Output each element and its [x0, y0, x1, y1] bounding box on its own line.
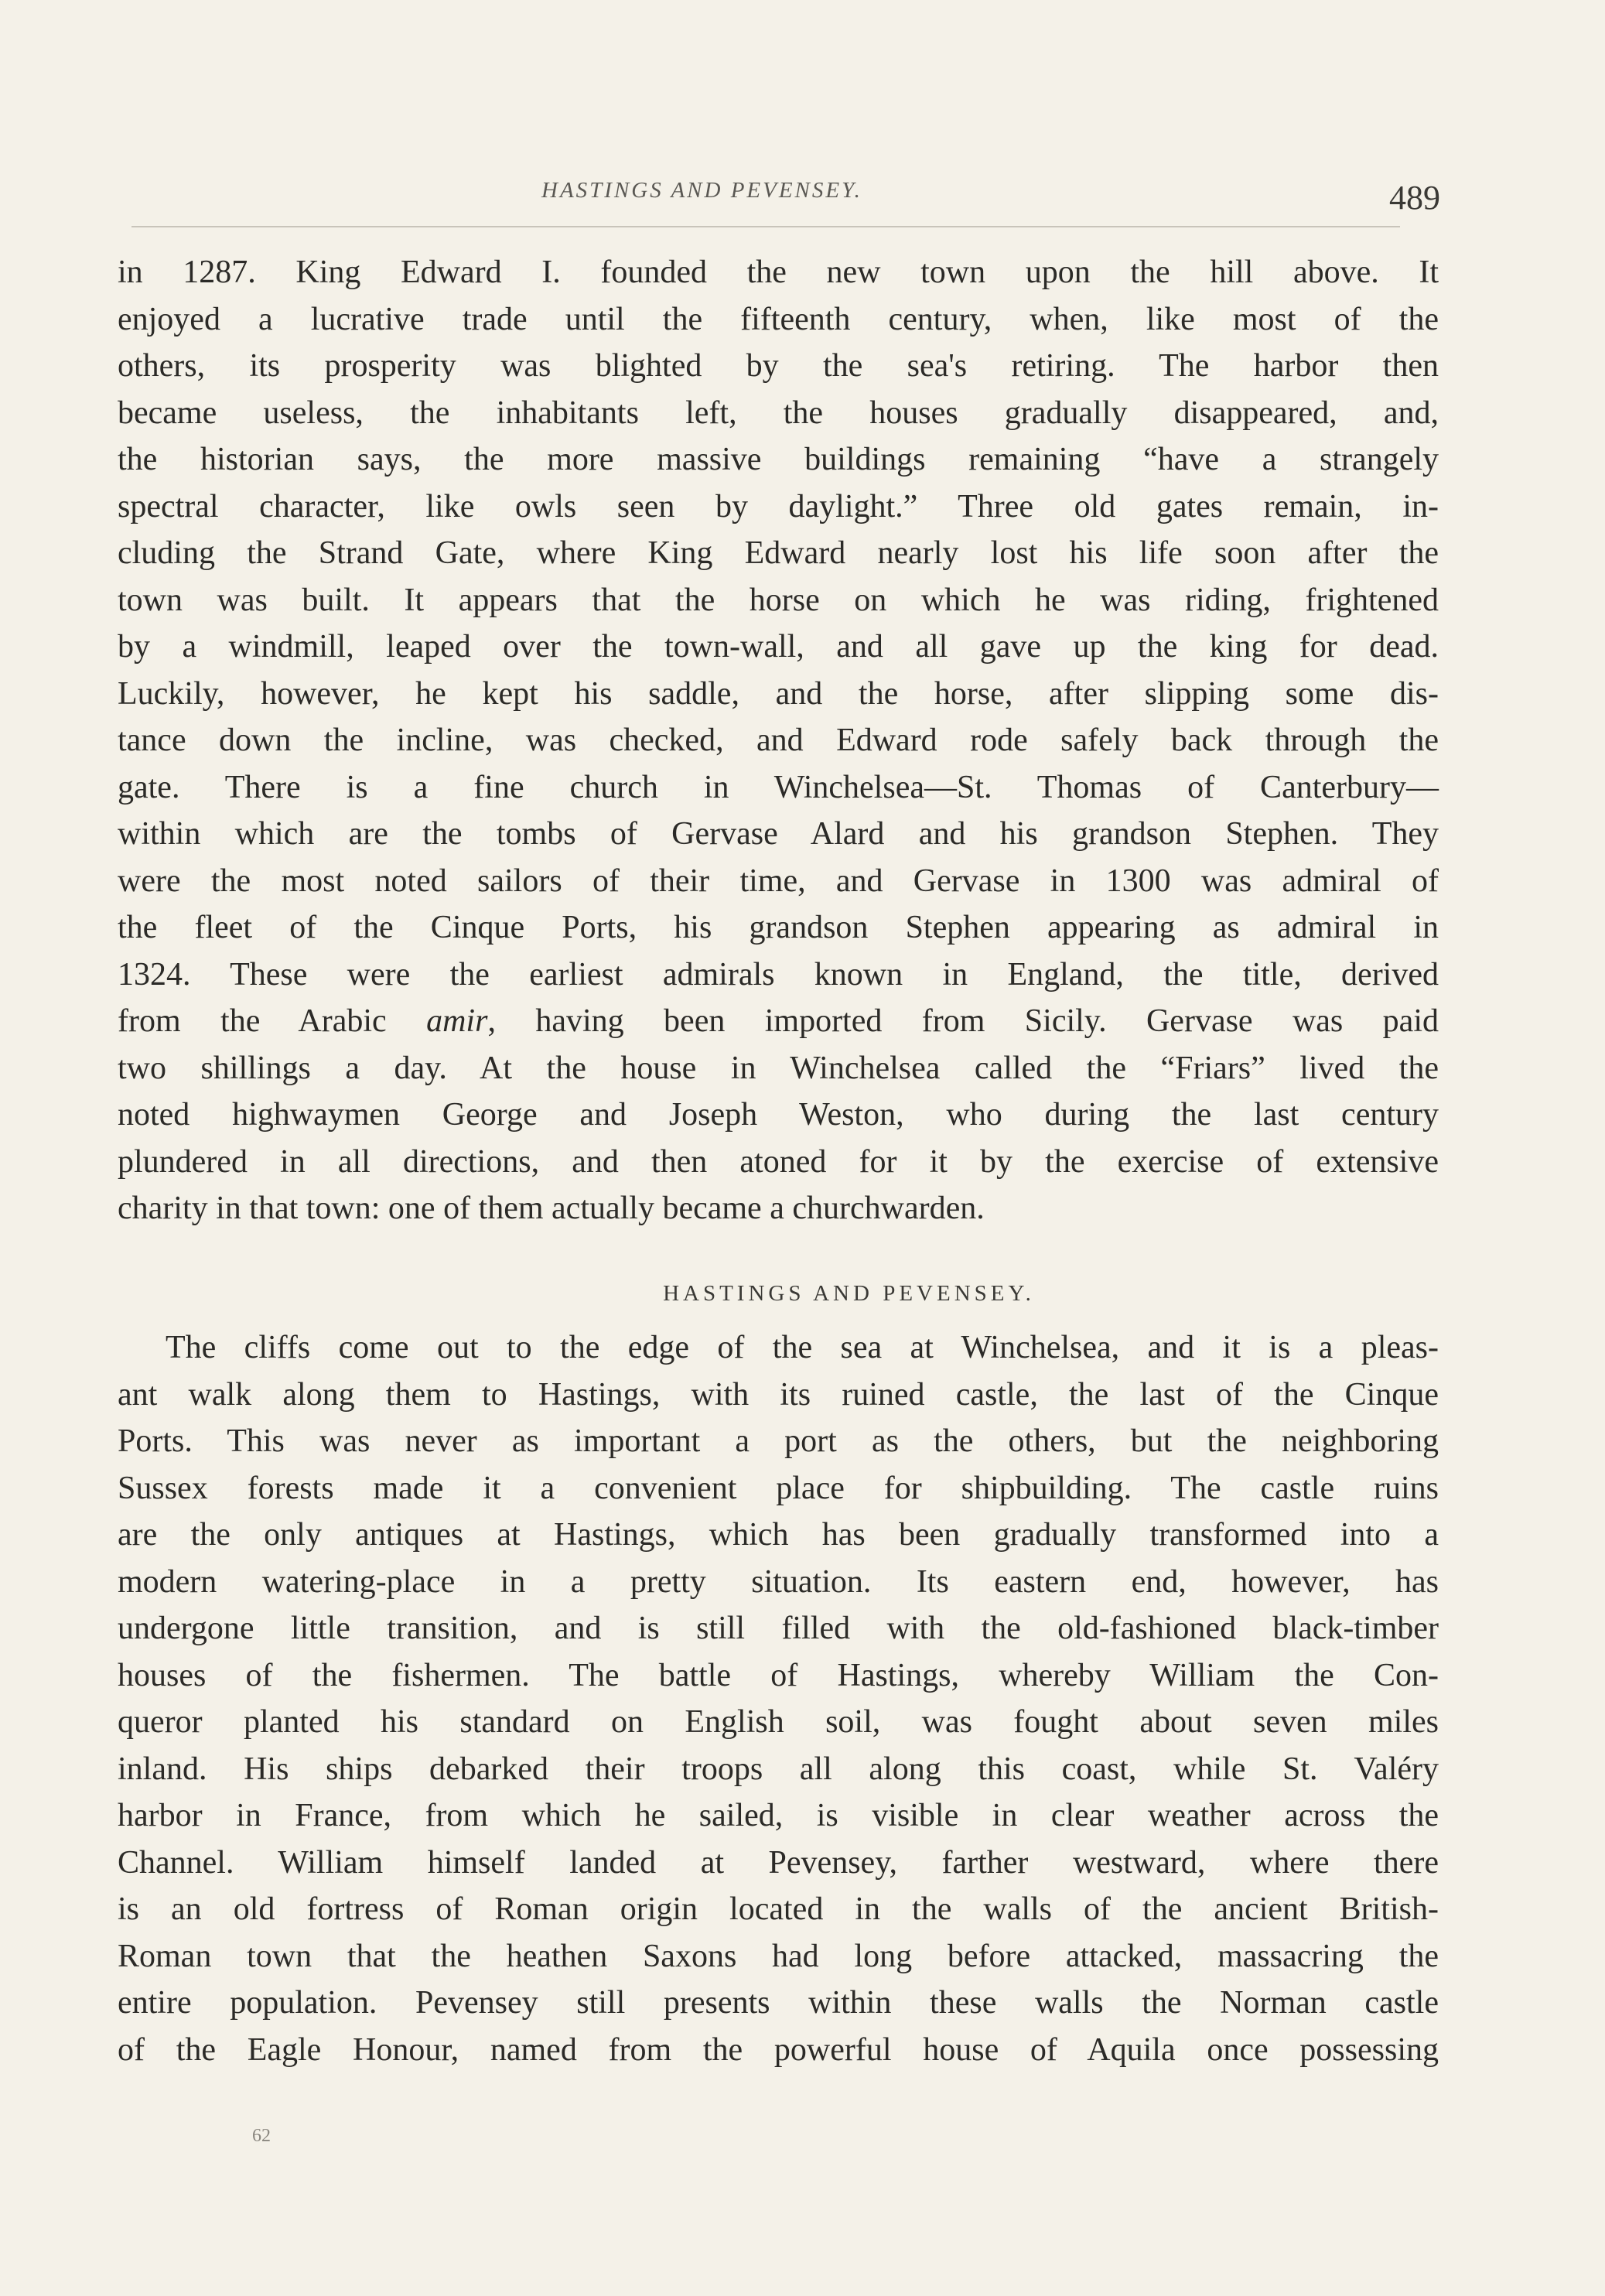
text-line: inland. His ships debarked their troops all along this coast, while St. Valéry [118, 1751, 1439, 1787]
text-line: 1324. These were the earliest admirals known in England, the title, derived [118, 956, 1439, 993]
text-line: Channel. William himself landed at Pevensey, farther westward, where there [118, 1844, 1439, 1881]
text-line: The cliffs come out to the edge of the sea at Winchelsea, and it is a pleas- [166, 1330, 1439, 1365]
text-line: queror planted his standard on English soil, was fought about seven miles [118, 1704, 1439, 1740]
text-line: undergone little transition, and is still filled with the old-fashioned black-timber [118, 1611, 1439, 1646]
text-line: by a windmill, leaped over the town-wall, and all gave up the king for dead. [118, 629, 1439, 665]
text-line: noted highwaymen George and Joseph Weston, who during the last century [118, 1097, 1439, 1133]
text-line: the fleet of the Cinque Ports, his grandson Stephen appearing as admiral in [118, 910, 1439, 945]
header-rule [131, 226, 1400, 227]
text-line: spectral character, like owls seen by daylight.” Three old gates remain, in- [118, 488, 1439, 524]
text-line: were the most noted sailors of their time, and Gervase in 1300 was admiral of [118, 863, 1439, 899]
text-line: are the only antiques at Hastings, which has been gradually transformed into a [118, 1517, 1439, 1553]
text-segment: , having been imported from Sicily. Gervase was paid [487, 1003, 1439, 1039]
signature-mark: 62 [252, 2126, 271, 2146]
paragraph-2 [118, 1324, 1439, 2073]
text-line: in 1287. King Edward I. founded the new town upon the hill above. It [118, 255, 1439, 290]
paragraph-1 [118, 249, 1439, 1232]
section-heading: HASTINGS AND PEVENSEY. [663, 1281, 1035, 1306]
page-number: 489 [1389, 179, 1440, 217]
text-line [118, 998, 1439, 1045]
text-line: two shillings a day. At the house in Winchelsea called the “Friars” lived the [118, 1050, 1439, 1086]
text-line: harbor in France, from which he sailed, is visible in clear weather across the [118, 1798, 1439, 1833]
text-line: is an old fortress of Roman origin located in the walls of the ancient British- [118, 1891, 1439, 1927]
text-line: Roman town that the heathen Saxons had long before attacked, massacring the [118, 1938, 1439, 1974]
text-line: cluding the Strand Gate, where King Edward nearly lost his life soon after the [118, 535, 1439, 571]
text-line: Sussex forests made it a convenient place for shipbuilding. The castle ruins [118, 1470, 1439, 1506]
text-line: plundered in all directions, and then atoned for it by the exercise of extensive [118, 1143, 1439, 1180]
italic-word: amir [426, 1003, 488, 1039]
text-line: enjoyed a lucrative trade until the fifteenth century, when, like most of the [118, 301, 1439, 337]
text-line: entire population. Pevensey still presents within these walls the Norman castle [118, 1985, 1439, 2021]
text-line: others, its prosperity was blighted by the sea's retiring. The harbor then [118, 348, 1439, 384]
text-line: houses of the fishermen. The battle of Hastings, whereby William the Con- [118, 1657, 1439, 1693]
text-line: of the Eagle Honour, named from the powerful house of Aquila once possessing [118, 2031, 1439, 2068]
text-line: modern watering-place in a pretty situation. Its eastern end, however, has [118, 1563, 1439, 1600]
text-line: charity in that town: one of them actually became a churchwarden. [118, 1191, 985, 1226]
text-segment: from the Arabic [118, 1003, 427, 1039]
text-line: ant walk along them to Hastings, with its ruined castle, the last of the Cinque [118, 1376, 1439, 1413]
running-head [131, 173, 1446, 227]
running-title: HASTINGS AND PEVENSEY. [541, 178, 862, 203]
text-line: within which are the tombs of Gervase Alard and his grandson Stephen. They [118, 816, 1439, 852]
text-line: gate. There is a fine church in Winchelsea—St. Thomas of Canterbury— [118, 769, 1439, 805]
text-line: town was built. It appears that the horse on which he was riding, frightened [118, 582, 1439, 618]
text-line: tance down the incline, was checked, and Edward rode safely back through the [118, 723, 1439, 758]
text-line: Luckily, however, he kept his saddle, and the horse, after slipping some dis- [118, 675, 1439, 712]
text-line: Ports. This was never as important a port as the others, but the neighboring [118, 1423, 1439, 1459]
text-line: became useless, the inhabitants left, the houses gradually disappeared, and, [118, 395, 1439, 431]
text-line: the historian says, the more massive buildings remaining “have a strangely [118, 442, 1439, 477]
